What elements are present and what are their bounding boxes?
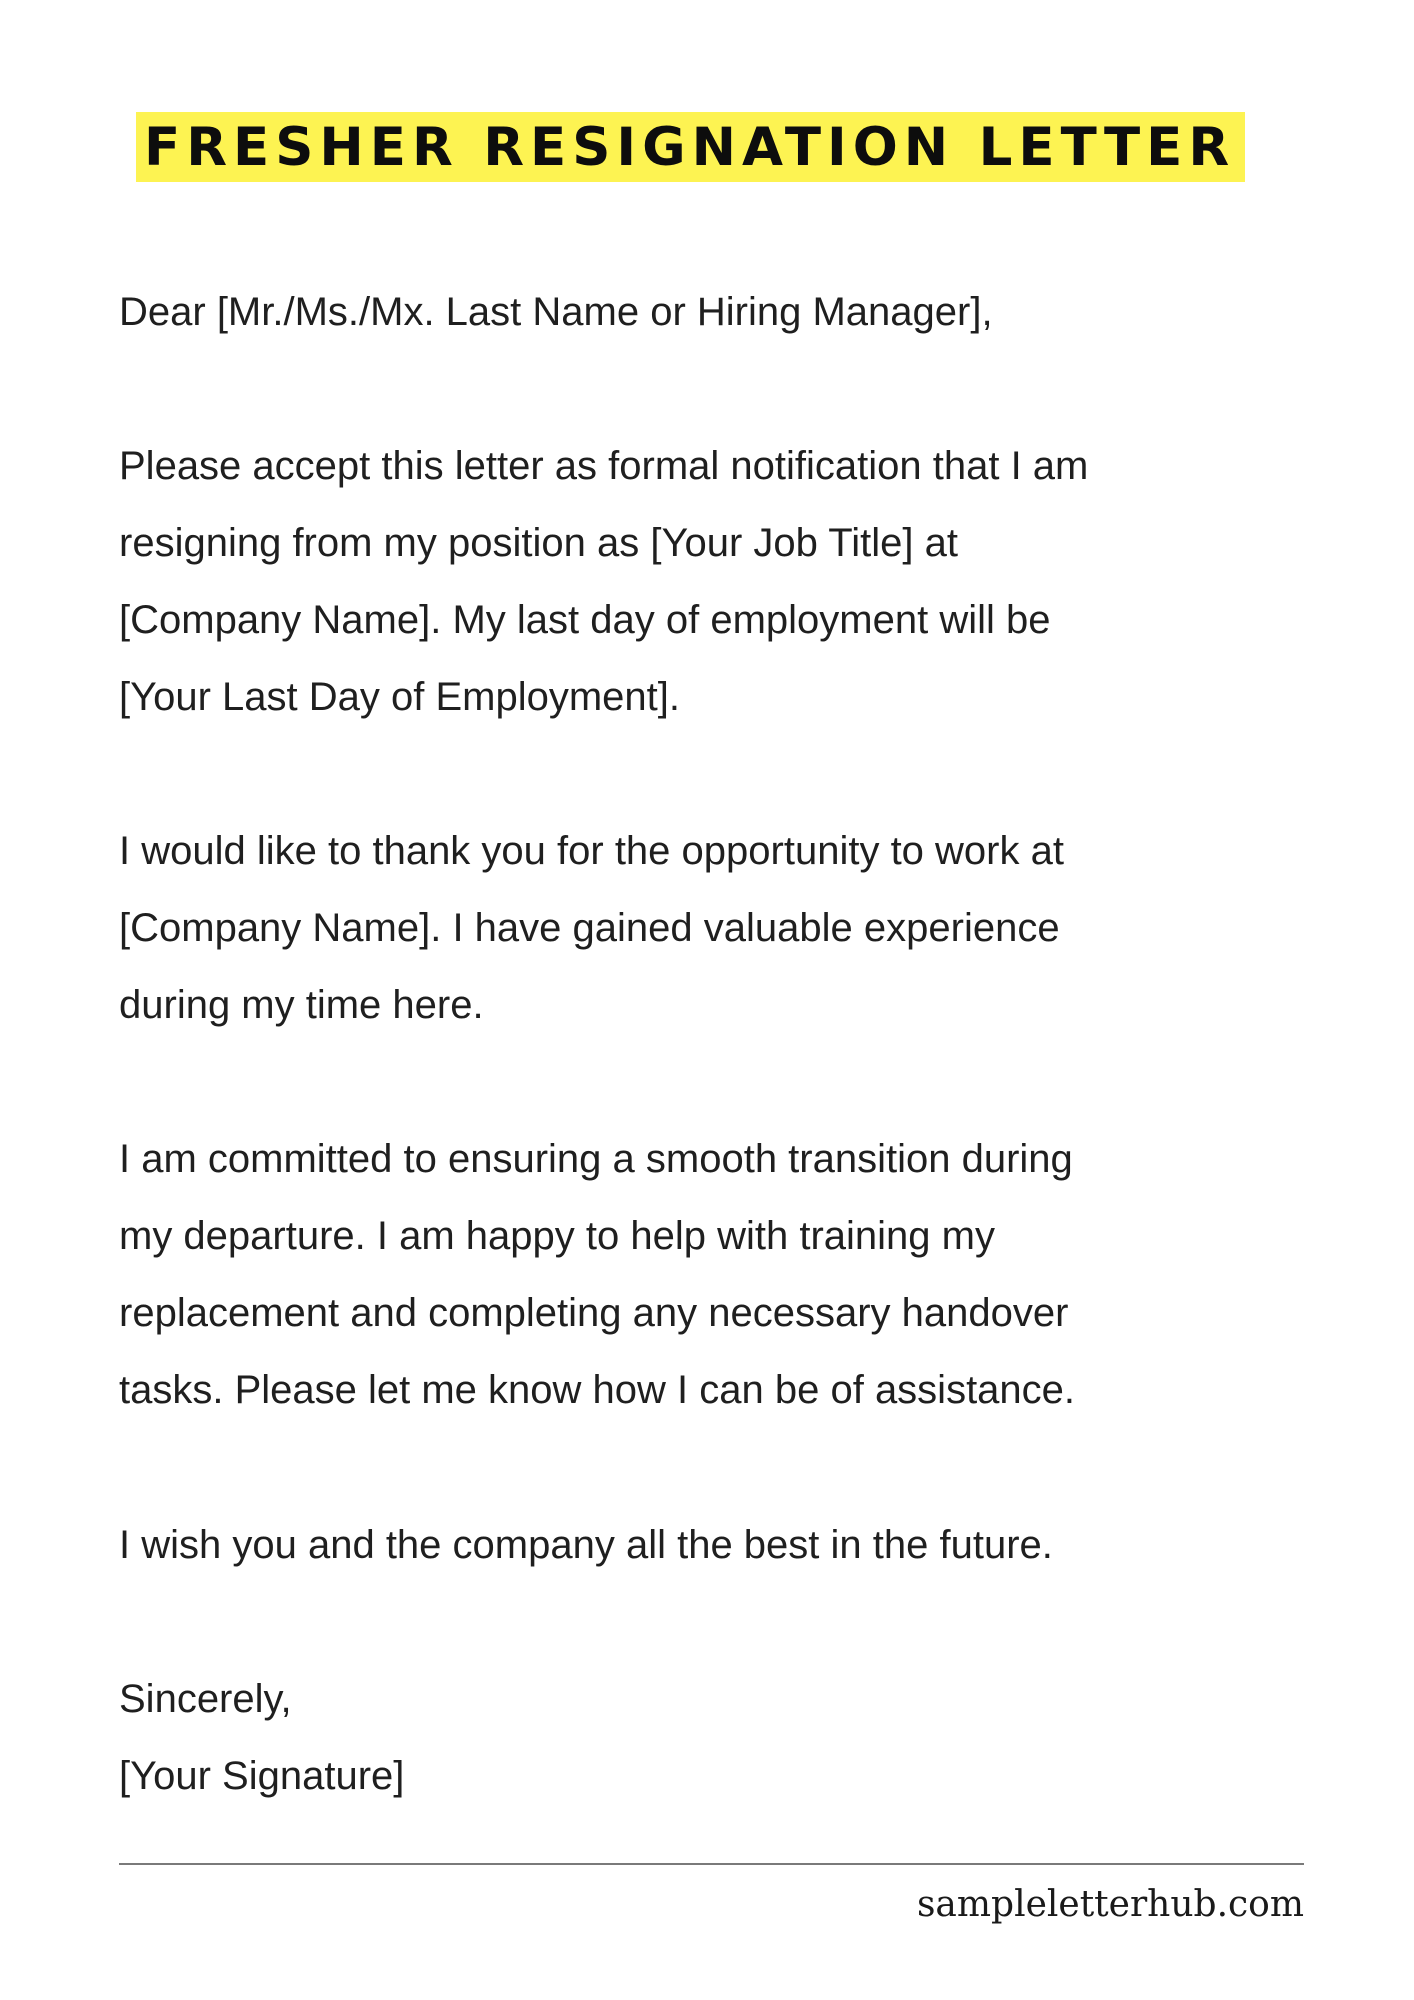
paragraph-1 <box>119 428 1319 736</box>
paragraph-4 <box>119 1507 1319 1584</box>
title-highlight <box>136 112 1245 182</box>
closing-line: Sincerely, <box>119 1677 292 1721</box>
letter-title: FRESHER RESIGNATION LETTER <box>144 116 1236 178</box>
paragraph-line: [Your Last Day of Employment]. <box>119 675 681 719</box>
salutation-line: Dear [Mr./Ms./Mx. Last Name or Hiring Manager], <box>119 290 993 334</box>
paragraph-line: Please accept this letter as formal notification that I am <box>119 444 1089 488</box>
paragraph-line: during my time here. <box>119 983 484 1027</box>
paragraph-line: [Company Name]. I have gained valuable experience <box>119 906 1060 950</box>
paragraph-line: [Company Name]. My last day of employment will be <box>119 598 1051 642</box>
paragraph-line: I am committed to ensuring a smooth transition during <box>119 1137 1073 1181</box>
paragraph-2 <box>119 813 1319 1044</box>
paragraph-line: replacement and completing any necessary handover <box>119 1291 1069 1335</box>
paragraph-line: resigning from my position as [Your Job Title] at <box>119 521 958 565</box>
footer-divider <box>119 1863 1304 1865</box>
salutation <box>119 274 1319 351</box>
paragraph-line: my departure. I am happy to help with training my <box>119 1214 995 1258</box>
paragraph-3 <box>119 1121 1319 1429</box>
closing-block <box>119 1661 1319 1815</box>
footer-site-name: sampleletterhub.com <box>916 1884 1304 1925</box>
signature-line: [Your Signature] <box>119 1754 405 1798</box>
paragraph-line: I wish you and the company all the best in the future. <box>119 1523 1053 1567</box>
paragraph-line: I would like to thank you for the opportunity to work at <box>119 829 1064 873</box>
paragraph-line: tasks. Please let me know how I can be of assistance. <box>119 1368 1076 1412</box>
